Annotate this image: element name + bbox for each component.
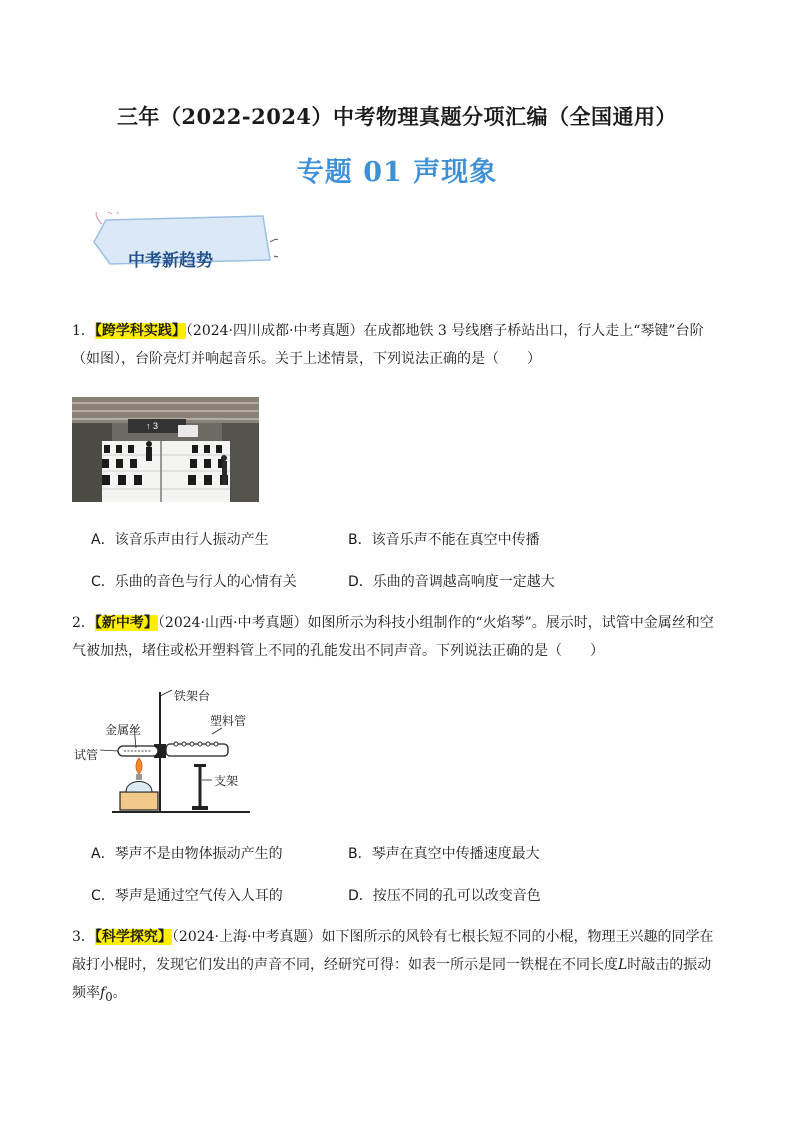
- exit-sign: ↑ 3: [146, 421, 159, 431]
- variable-frequency: f: [100, 985, 106, 1001]
- question-1: [72, 317, 724, 373]
- q2-option-c: C．琴声是通过空气传入人耳的: [91, 888, 283, 904]
- page-subtitle: 专题 01 声现象: [296, 157, 498, 188]
- variable-frequency-subscript: 0: [105, 989, 113, 1004]
- question-3: [72, 923, 724, 1011]
- question-text-cont: 时敲击的振动频率: [72, 957, 712, 1001]
- question-tag: 【科学探究】: [94, 929, 172, 945]
- q1-option-c: C．乐曲的音色与行人的心情有关: [91, 574, 297, 590]
- question-number: 3．: [72, 929, 95, 945]
- question-2: [72, 609, 724, 665]
- alcohol-lamp: [120, 792, 158, 810]
- question-number: 1．: [72, 323, 95, 339]
- label-plastic-tube: 塑料管: [210, 714, 247, 728]
- flame-icon: [136, 758, 142, 774]
- label-iron-stand: 铁架台: [174, 689, 211, 703]
- label-test-tube: 试管: [74, 748, 99, 762]
- question-text: （2024·上海·中考真题）如下图所示的风铃有七根长短不同的小棍，物理王兴趣的同学在敲打小棍时，发现它们发出的声音不同，经研究可得：如表一所示是同一铁棍在不同长度: [72, 929, 714, 973]
- question-tag: 【跨学科实践】: [94, 323, 186, 339]
- section-label: 中考新趋势: [128, 251, 213, 271]
- q1-option-d: D．乐曲的音调越高响度一定越大: [348, 574, 555, 590]
- question-text: （2024·四川成都·中考真题）在成都地铁 3 号线磨子桥站出口，行人走上“琴键”台阶（如图），台阶亮灯并响起音乐。关于上述情景，下列说法正确的是（ ）: [72, 323, 704, 367]
- q2-option-a: A．琴声不是由物体振动产生的: [91, 846, 283, 862]
- question-tag: 【新中考】: [94, 615, 158, 631]
- pedestrian-figure: [146, 447, 152, 461]
- variable-length: L: [618, 957, 628, 973]
- label-metal-wire: 金属丝: [105, 723, 142, 737]
- page-title: 三年（2022-2024）中考物理真题分项汇编（全国通用）: [116, 104, 678, 129]
- question-text: （2024·山西·中考真题）如图所示为科技小组制作的“火焰琴”。展示时，试管中金属丝和空气被加热，堵住或松开塑料管上不同的孔能发出不同声音。下列说法正确的是（ ）: [72, 615, 714, 659]
- q2-option-b: B．琴声在真空中传播速度最大: [348, 846, 540, 862]
- q1-option-a: A．该音乐声由行人振动产生: [91, 532, 269, 548]
- question-number: 2．: [72, 615, 95, 631]
- subway-stairs-photo: [72, 397, 259, 502]
- label-support: 支架: [214, 774, 239, 788]
- question-text-end: 。: [112, 985, 127, 1001]
- q2-option-d: D．按压不同的孔可以改变音色: [348, 888, 541, 904]
- q1-option-b: B．该音乐声不能在真空中传播: [348, 532, 540, 548]
- flame-piano-diagram: [72, 688, 282, 818]
